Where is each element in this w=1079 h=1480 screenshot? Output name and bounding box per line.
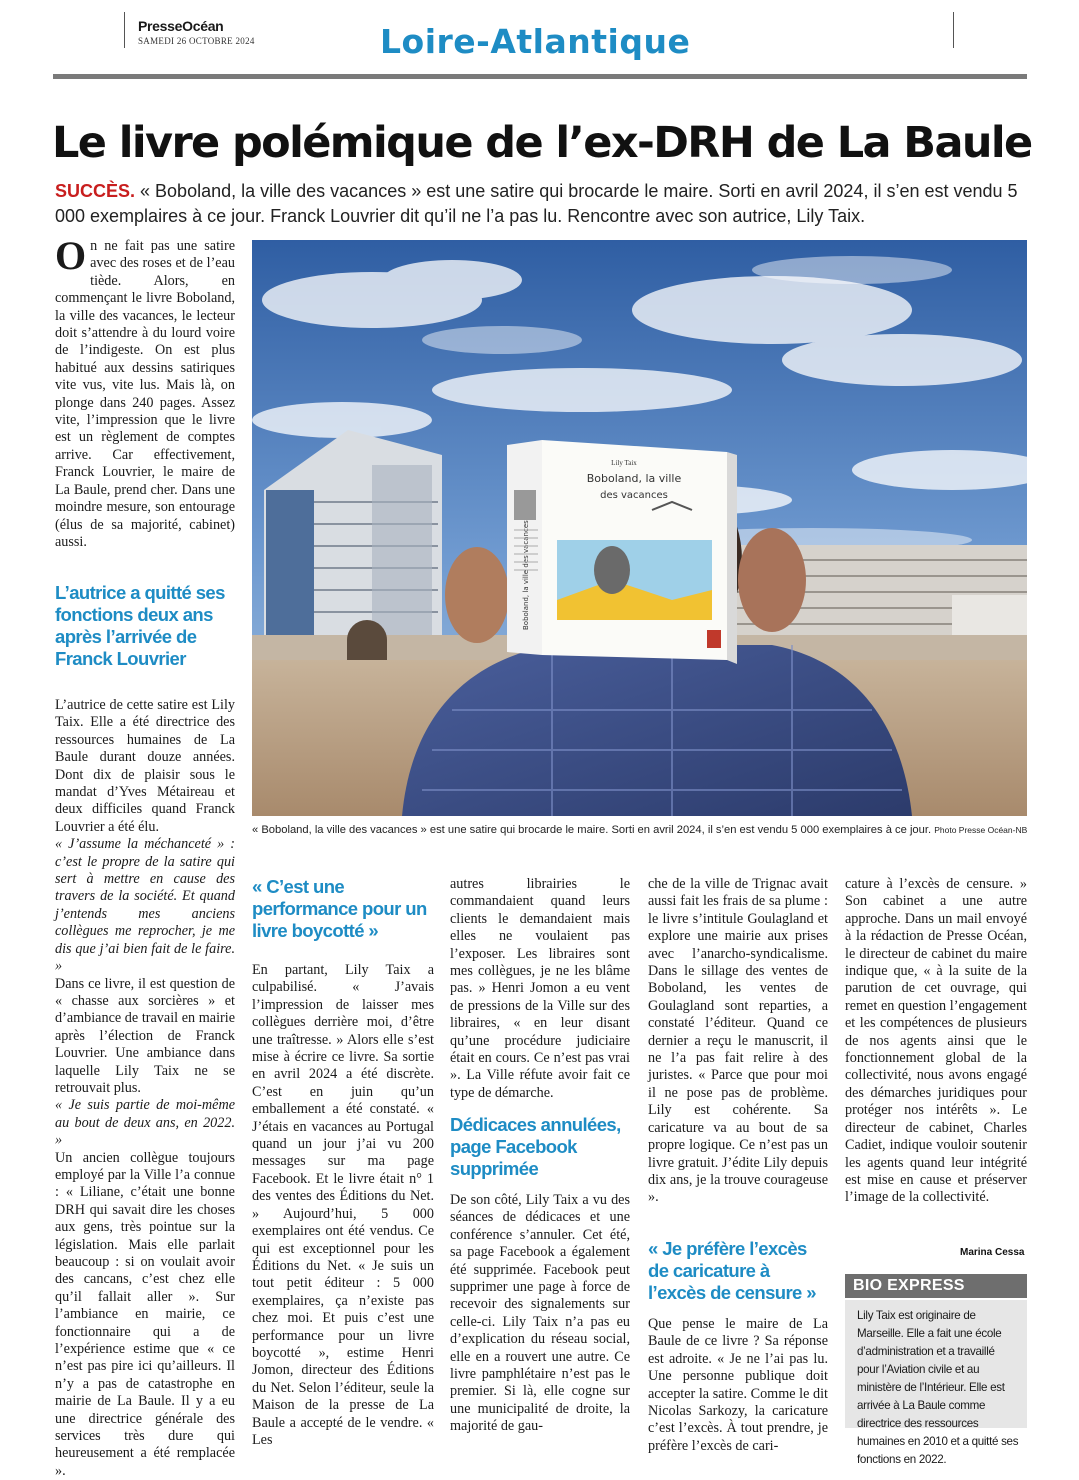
book-title-line1: Boboland, la ville	[586, 472, 682, 485]
col1-paragraph: L’autrice de cette satire est Lily Taix. Elle a été directrice des ressources humaines de La Baule durant douze années. Dont dix de plaisir sous le mandat d’Yves Métaireau et deux difficiles quand Franck Louvrier a été élu.	[55, 697, 235, 835]
subhead-dedicaces: Dédicaces annulées, page Facebook supprimée	[450, 1114, 621, 1179]
col1-quote: « J’assume la méchanceté » : c’est le propre de la satire qui sert à mettre en cause des travers de la société. Et quand j’entends mes anciens collègues me reprocher, je me dis que j’ai bien fait de le faire. »	[55, 836, 235, 975]
author-byline: Marina Cessa	[960, 1247, 1025, 1258]
caption-text: « Boboland, la ville des vacances » est une satire qui brocarde le maire. Sorti en avril 2024, il s’en est vendu 5 000 exemplaires à ce jour.	[252, 824, 932, 836]
subhead-autrice: L’autrice a quitté ses fonctions deux ans après l’arrivée de Franck Louvrier	[55, 582, 225, 669]
column-4-body-2: Que pense le maire de La Baule de ce livre ? Sa réponse est adroite. « Je ne l’ai pas lu. Une personne publique doit accepter la satire. Comme le dit Nicolas Sarkozy, la caricature c’est l’excès. À tout prendre, je préfère l’excès de cari-	[648, 1316, 828, 1454]
intro-text: n ne fait pas une satire avec des roses et de l’eau tiède. Alors, en commençant le livre Boboland, la ville des vacances, le lecteur doit s’attendre à du lourd voire de l’indigeste. On est plus habitué aux dessins satiriques vite vus, vite lus. Mais là, on plonge dans 240 pages. Assez vite, l’impression que le livre est un règlement de comptes arrive. Car effectivement, Franck Louvrier, le maire de La Baule, prend cher. Dans une moindre mesure, son entourage (élus de sa majorité, cabinet) aussi.	[55, 238, 235, 550]
column-3-body: autres librairies le commandaient quand leurs clients le demandaient mais elles ne voulaient pas l’exposer. Les libraires sont mes collègues, je ne les blâme pas. » Henri Jomon a eu vent de pressions de la Ville sur des libraires, « en leur disant qu’une procédure judiciaire était en cours. Ce n’est pas vrai ». La Ville réfute avoir fait ce type de démarche.	[450, 876, 630, 1101]
kicker: SUCCÈS.	[55, 181, 136, 201]
photo-credit: Photo Presse Océan-NB	[934, 825, 1028, 835]
column-2-body: En partant, Lily Taix a culpabilisé. « J’avais l’impression de laisser mes collègues derrière moi, d’être une traîtresse. » Alors elle s’est mise à écrire ce livre. Sa sortie en avril 2024 a été discrète. C’est en juin qu’un emballement a été constaté. « J’étais en vacances au Portugal quand un jour j’ai vu 200 messages sur ma page Facebook. Et le livre était n° 1 des ventes des Éditions du Net. » Aujourd’hui, 5 000 exemplaires ont été vendus. Ce qui est exceptionnel pour les Éditions du Net. « Je suis un tout petit éditeur : 5 000 exemplaires, ça n’existe pas chez moi. Et puis c’est une performance pour un livre boycotté », estime Henri Jomon, directeur des Éditions du Net. Selon l’éditeur, seule la Maison de la presse de La Baule a accepté de le vendre. « Les	[252, 962, 434, 1448]
column-1-intro	[55, 233, 235, 551]
issue-date: SAMEDI 26 OCTOBRE 2024	[138, 36, 255, 46]
column-4-body: che de la ville de Trignac avait aussi fait les frais de sa plume : le livre s’intitule Goulagland et explore une mairie aux prises avec l’anarcho-syndicalisme. Dans le sillage des ventes de Boboland, les ventes de Goulagland sont reparties, a constaté l’éditeur. Quand ce dernier a reçu le manuscrit, il ne l’a pas fait relire à des juristes. « Parce que pour moi il ne pose pas de problème. Lily est cohérente. Sa caricature va au bout de sa propre logique. Ce n’est pas un livre gratuit. J’édite Lily depuis dix ans, je la trouve courageuse ».	[648, 876, 828, 1206]
book-spine-text: Boboland, la ville des vacances	[522, 520, 530, 630]
masthead-right-divider	[953, 12, 954, 48]
bio-text: Lily Taix est originaire de Marseille. Elle a fait une école d’administration et a travaillé pour l’Aviation civile et au ministère de l’Intérieur. Elle est arrivée à La Baule comme directrice des ressources humaines en 2010 et a quitté ses fonctions en 2022.	[845, 1300, 1027, 1428]
newspaper-brand: PresseOcéan	[138, 18, 224, 34]
article-headline: Le livre polémique de l’ex-DRH de La Baule	[52, 118, 1032, 168]
col1-quote-2: « Je suis partie de moi-même au bout de deux ans, en 2022. »	[55, 1097, 235, 1149]
col1-paragraph-2: Dans ce livre, il est question de « chasse aux sorcières » et d’ambiance de travail en mairie après l’élection de Franck Louvrier. Une ambiance dans laquelle Lily Taix ne se retrouvait plus.	[55, 975, 235, 1096]
section-title: Loire-Atlantique	[380, 22, 691, 61]
subhead-caricature: « Je préfère l’excès de caricature à l’excès de censure »	[648, 1238, 816, 1303]
col1-paragraph-3: Un ancien collègue toujours employé par la Ville l’a connue : « Liliane, c’était une bonne DRH qui savait dire les choses aux gens, très pointue sur la législation. Mais elle parlait beaucoup : si on voulait avoir des cancans, c’est chez elle qu’il fallait aller ». Sur l’ambiance en mairie, ce fonctionnaire qui a de l’expérience estime que « ce n’est pas pire ici qu’ailleurs. Il n’y a pas de catastrophe en mairie de La Baule. Il y a eu une directrice générale des services très dure qui heureusement a été remplacée ».	[55, 1149, 235, 1479]
photo-caption	[252, 822, 1042, 838]
drop-cap: O	[55, 233, 87, 278]
column-1-body	[55, 697, 235, 1480]
bio-title: BIO EXPRESS	[845, 1274, 1027, 1298]
subhead-performance: « C’est une performance pour un livre boycotté »	[252, 876, 427, 941]
book-title-line2: des vacances	[600, 490, 668, 501]
standfirst-text: « Boboland, la ville des vacances » est une satire qui brocarde le maire. Sorti en avril 2024, il s’en est vendu 5 000 exemplaires à ce jour. Franck Louvrier dit qu’il ne l’a pas lu. Rencontre avec son autrice, Lily Taix.	[55, 181, 1018, 226]
column-3-body-2: De son côté, Lily Taix a vu des séances de dédicaces et une conférence s’annuler. Cet été, sa page Facebook a également été supprimée. Facebook peut supprimer une page à force de recevoir des signalements sur celle-ci. Lily Taix n’a pas eu d’explication du réseau social, elle en a rouvert une autre. Ce livre pamphlétaire n’est pas le premier. Si là, elle cogne sur une municipalité de droite, la majorité de gau-	[450, 1192, 630, 1435]
header-rule	[53, 74, 1027, 79]
book-author: Lily Taix	[611, 459, 637, 467]
standfirst	[55, 179, 1030, 229]
article-photo	[252, 240, 1027, 816]
column-5-body: cature à l’excès de censure. » Son cabinet a une autre approche. Dans un mail envoyé à la rédaction de Presse Océan, le directeur de cabinet du maire indique que, « à la suite de la parution de cet ouvrage, qui remet en question l’engagement et les compétences de plusieurs de nos agents ainsi que le fonctionnement global de la collectivité, nous avons engagé des démarches juridiques pour protéger nos intérêts ». Le directeur de cabinet, Charles Cadiet, indique vouloir soutenir les agents quand leur intégrité est mise en cause et préserver l’image de la collectivité.	[845, 876, 1027, 1206]
masthead-left-divider	[124, 12, 125, 48]
